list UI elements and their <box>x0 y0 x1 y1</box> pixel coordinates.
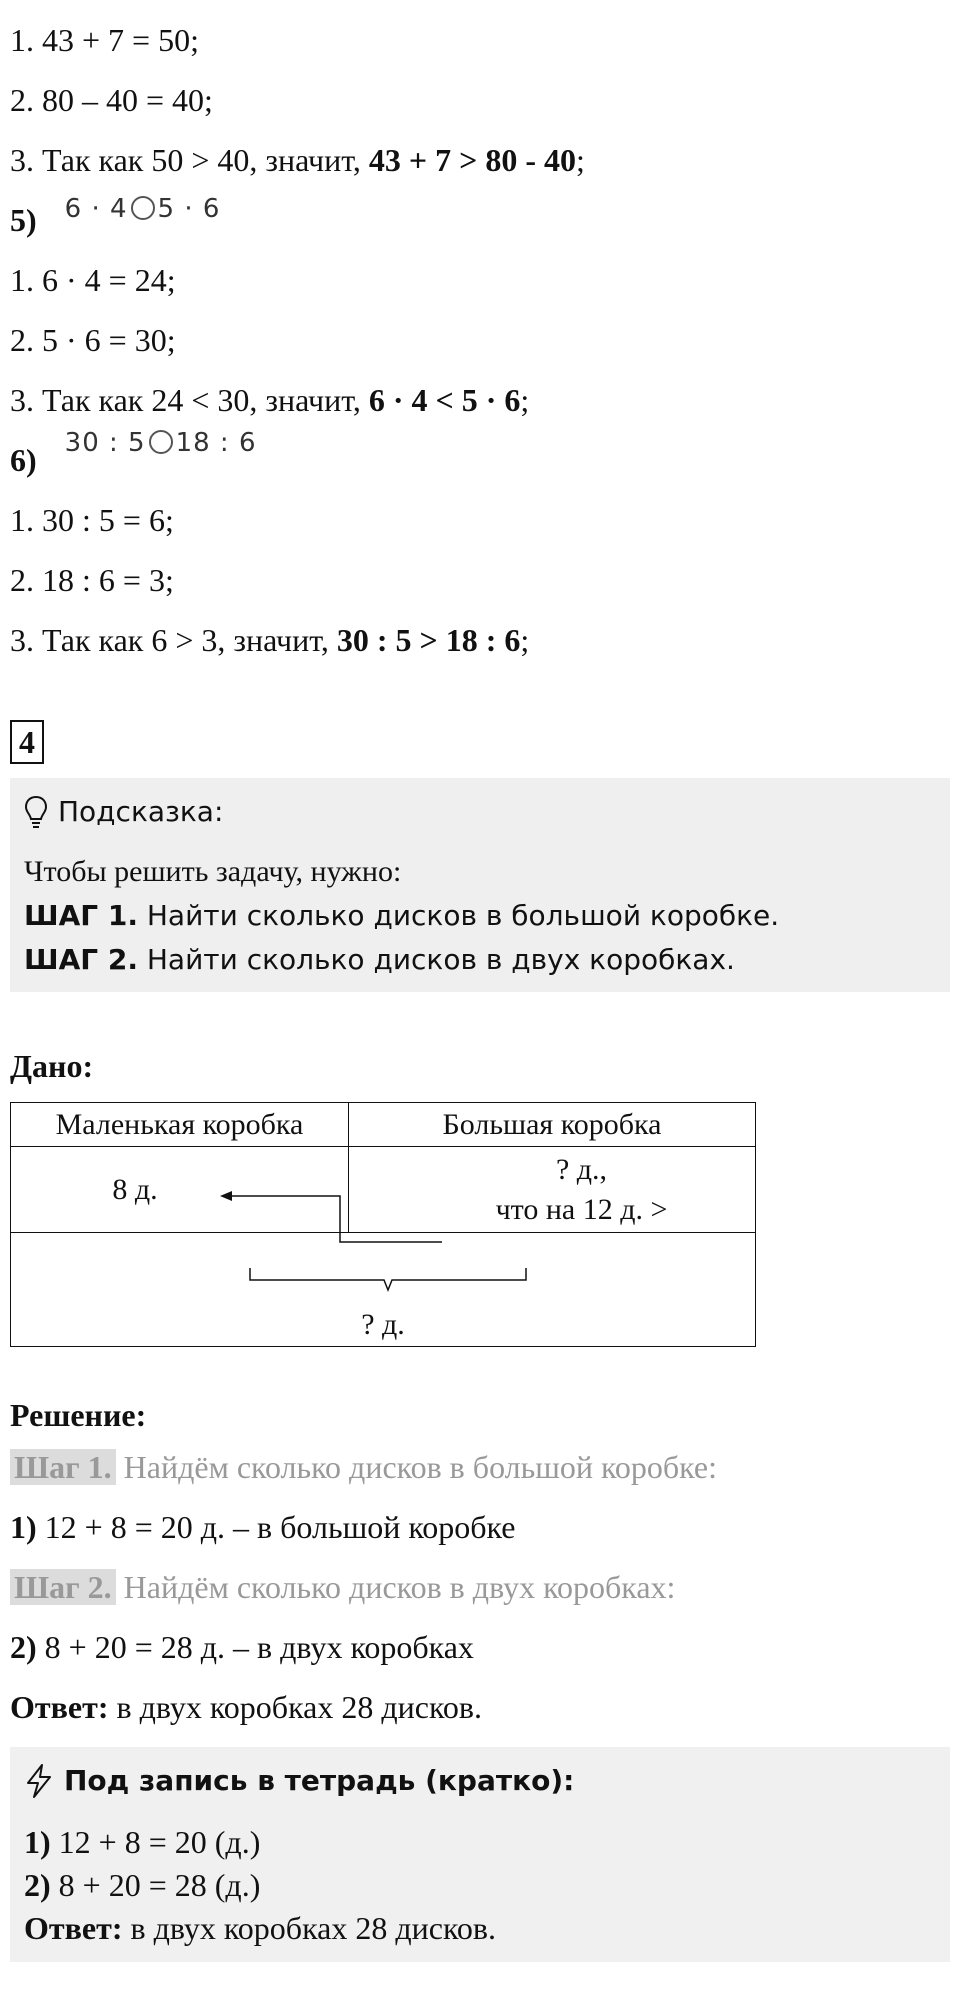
note-answer-text: в двух коробках 28 дисков. <box>122 1910 496 1946</box>
p5-expr-right: 5 · 6 <box>157 194 221 224</box>
solution-title: Решение: <box>10 1397 147 1433</box>
hint-step2-text: Найти сколько дисков в двух коробках. <box>137 943 735 976</box>
note1-num: 1) <box>24 1824 51 1860</box>
page-content <box>10 0 940 1962</box>
p5-header <box>10 190 940 250</box>
notes-body <box>24 1821 936 1950</box>
note2 <box>24 1864 936 1907</box>
notes-box <box>10 1747 950 1962</box>
p5-line2: 2. 5 · 6 = 30; <box>10 322 176 358</box>
p6-line3-post: ; <box>520 622 530 658</box>
p6-expression <box>65 428 257 458</box>
step2-label: Шаг 2. <box>10 1569 116 1605</box>
p3-line2: 2. 80 – 40 = 40; <box>10 82 213 118</box>
p5-label: 5) <box>10 202 37 238</box>
big-value-line1: ? д., <box>555 1152 608 1186</box>
given-title: Дано: <box>10 1048 94 1084</box>
note1 <box>24 1821 936 1864</box>
small-value: 8 д. <box>112 1172 158 1206</box>
col-small-header: Маленькая коробка <box>11 1103 349 1147</box>
step2-text: Найдём сколько дисков в двух коробках: <box>115 1569 676 1605</box>
hint-box <box>10 778 950 992</box>
compare-circle-icon <box>149 430 173 454</box>
p6-line3-bold: 30 : 5 > 18 : 6 <box>336 622 521 658</box>
hint-step1 <box>24 894 936 938</box>
p5-line3 <box>10 370 940 430</box>
p3-line3-bold: 43 + 7 > 80 - 40 <box>368 142 576 178</box>
step1-text: Найдём сколько дисков в большой коробке: <box>115 1449 718 1485</box>
hint-title <box>24 792 936 832</box>
p6-line2: 2. 18 : 6 = 3; <box>10 562 174 598</box>
note-answer <box>24 1907 936 1950</box>
big-value-line2: что на 12 д. > <box>495 1192 668 1226</box>
p6-line1: 1. 30 : 5 = 6; <box>10 502 174 538</box>
total-value: ? д. <box>361 1308 405 1341</box>
notes-title-text: Под запись в тетрадь (кратко): <box>64 1764 575 1797</box>
note1-text: 12 + 8 = 20 (д.) <box>50 1824 261 1860</box>
hint-step2-label: ШАГ 2. <box>24 943 138 976</box>
p5-expr-left: 6 · 4 <box>64 194 128 224</box>
solution-step1 <box>10 1437 940 1497</box>
calc2-num: 2) <box>10 1629 37 1665</box>
answer <box>10 1677 940 1737</box>
hint-body <box>24 850 936 982</box>
p5-expression <box>65 194 221 224</box>
calc1 <box>10 1497 940 1557</box>
p6-header <box>10 430 940 490</box>
p6-expr-left: 30 : 5 <box>64 428 146 458</box>
given-diagram <box>10 1118 756 1368</box>
arrow-head-icon <box>220 1191 232 1201</box>
step1-label: Шаг 1. <box>10 1449 116 1485</box>
p3-line3-pre: 3. Так как 50 > 40, значит, <box>10 142 369 178</box>
calc2 <box>10 1617 940 1677</box>
p3-line1: 1. 43 + 7 = 50; <box>10 22 199 58</box>
notes-title <box>24 1761 936 1801</box>
p6-expr-right: 18 : 6 <box>175 428 257 458</box>
note-answer-label: Ответ: <box>24 1910 123 1946</box>
task-number: 4 <box>10 720 44 764</box>
calc1-text: 12 + 8 = 20 д. – в большой коробке <box>36 1509 516 1545</box>
p5-line1: 1. 6 · 4 = 24; <box>10 262 176 298</box>
calc2-text: 8 + 20 = 28 д. – в двух коробках <box>36 1629 474 1665</box>
hint-intro: Чтобы решить задачу, нужно: <box>24 855 402 888</box>
solution-step2 <box>10 1557 940 1617</box>
p3-line3 <box>10 130 940 190</box>
answer-label: Ответ: <box>10 1689 109 1725</box>
answer-text: в двух коробках 28 дисков. <box>108 1689 482 1725</box>
note2-text: 8 + 20 = 28 (д.) <box>50 1867 261 1903</box>
calc1-num: 1) <box>10 1509 37 1545</box>
p5-line3-bold: 6 · 4 < 5 · 6 <box>368 382 521 418</box>
lightning-icon <box>24 1763 54 1799</box>
note2-num: 2) <box>24 1867 51 1903</box>
hint-step2 <box>24 938 936 982</box>
hint-title-text: Подсказка: <box>58 795 224 828</box>
lightbulb-icon <box>24 795 48 829</box>
total-brace <box>250 1268 526 1290</box>
hint-step1-text: Найти сколько дисков в большой коробке. <box>137 899 780 932</box>
p6-line3-pre: 3. Так как 6 > 3, значит, <box>10 622 337 658</box>
compare-circle-icon <box>131 196 155 220</box>
p6-line3 <box>10 610 940 670</box>
p3-line3-post: ; <box>575 142 585 178</box>
p5-line3-pre: 3. Так как 24 < 30, значит, <box>10 382 369 418</box>
p6-label: 6) <box>10 442 37 478</box>
p5-line3-post: ; <box>520 382 530 418</box>
hint-step1-label: ШАГ 1. <box>24 899 138 932</box>
given-table-wrap <box>10 1102 756 1347</box>
relation-arrow <box>230 1196 442 1242</box>
col-big-header: Большая коробка <box>349 1103 756 1147</box>
